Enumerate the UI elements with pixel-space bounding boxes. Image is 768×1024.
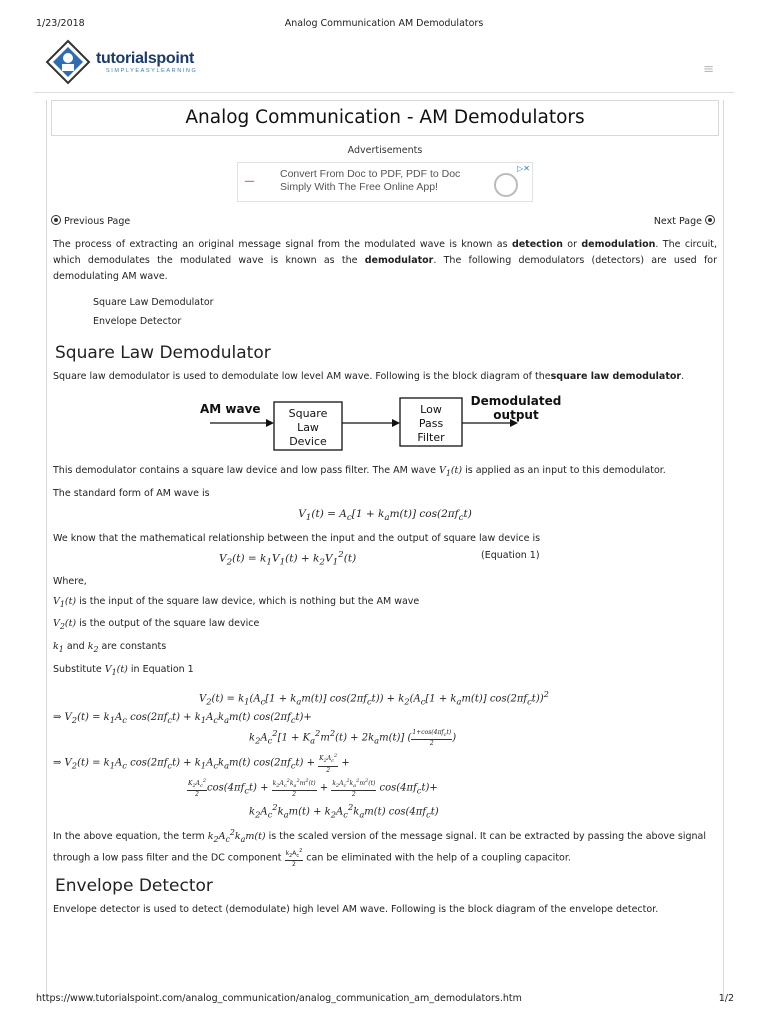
block1-line: Law [297, 421, 319, 434]
ad-line-2: Simply With The Free Online App! [280, 181, 438, 193]
demodulator-list [93, 293, 717, 331]
square-law-block-diagram [200, 393, 570, 459]
ad-line-1: Convert From Doc to PDF, PDF to Doc [280, 168, 461, 180]
list-item: Square Law Demodulator [93, 297, 214, 308]
substitute-text: Substitute $V_1(t)$ in Equation 1 [53, 664, 194, 678]
square-law-intro: Square law demodulator is used to demodulate low level AM wave. Following is the block diagram of thesquare law demodulator. [53, 371, 685, 382]
conclusion-paragraph: In the above equation, the term $k_2A_c^2k_am(t)$ is the scaled version of the message signal. It can be extracted by passing the above signal through a low pass filter and the DC component $\frac{k_2A_c^2}{2}$ can be eliminated with the help of a coupling capacitor. [53, 828, 706, 869]
site-header [34, 34, 734, 93]
section-heading-square-law: Square Law Demodulator [55, 343, 271, 363]
equation-expand-4: $\frac{K_2A_c^2}{2}$ $\cos(4\pi f_ct)$ + $\frac{k_2A_c^2k_a^2m^2(t)}{2}$ + $\frac{k_2A_c^2k_a^2m^2(t)}{2}$ $\cos(4\pi f_ct)+$ [188, 777, 438, 798]
ad-choices-icon[interactable]: ▷✕ [517, 164, 530, 173]
block1-line: Device [289, 435, 327, 448]
block2-line: Filter [417, 431, 445, 444]
block1-line: Square [288, 407, 328, 420]
diagram-input-label: AM wave [200, 402, 261, 416]
previous-page-link[interactable] [51, 215, 130, 227]
print-page-number: 1/2 [718, 993, 734, 1004]
equation-expand-5: $k_2A_c^2k_am(t) + k_2A_c^2k_am(t)$ $\cos(4\pi f_ct)$ [249, 801, 439, 820]
circle-left-icon [51, 215, 61, 225]
equation-1-label: (Equation 1) [481, 549, 540, 561]
ads-label: Advertisements [347, 145, 423, 156]
block2-line: Low [420, 403, 442, 416]
envelope-intro: Envelope detector is used to detect (demodulate) high level AM wave. Following is the block diagram of the envelope detector. [53, 904, 659, 916]
block2-line: Pass [418, 417, 444, 430]
main-content [46, 100, 724, 1000]
where-item-2: $V_2(t)$ is the output of the square law device [53, 618, 260, 632]
ad-loading-icon [494, 173, 518, 197]
where-item-1: $V_1(t)$ is the input of the square law device, which is nothing but the AM wave [53, 595, 420, 609]
circle-right-icon [705, 215, 715, 225]
next-page-label: Next Page [653, 216, 702, 227]
next-page-link[interactable] [654, 215, 715, 227]
logo-icon [44, 38, 92, 86]
standard-form-text: The standard form of AM wave is [53, 487, 210, 499]
print-title: Analog Communication AM Demodulators [284, 18, 484, 29]
site-logo[interactable] [44, 38, 224, 86]
section-heading-envelope: Envelope Detector [55, 876, 213, 897]
article-body [47, 237, 723, 918]
equation-expand-3: ⇒ $V_2(t) = k_1A_c$ $\cos(2\pi f_ct) + k_1A_ck_am(t) \cos(2\pi f_ct)$ + $\frac{K_2A_c^2}{2}$ + [53, 753, 350, 774]
diagram-output-line: Demodulated [470, 394, 562, 408]
equation-am-wave: $V_1(t) = A_c[1 + k_am(t)]$ $\cos(2\pi f_ct)$ [298, 507, 472, 523]
equation-expand-1: ⇒ $V_2(t) = k_1A_c$ $\cos(2\pi f_ct) + k_1A_ck_am(t)$ $\cos(2\pi f_ct)+$ [53, 712, 312, 726]
relationship-text: We know that the mathematical relationship between the input and the output of square law device is [53, 532, 541, 544]
print-date: 1/23/2018 [36, 18, 85, 29]
page-navigation [47, 215, 723, 233]
equation-expand-2: $k_2A_c^2[1 + K_a^2m^2(t) + 2k_am(t)]$ ( $\frac{1+\cos(4\pi f_ct)}{2}$ ) [249, 728, 457, 748]
math-inline: $V_1(t)$ [438, 465, 463, 478]
where-label: Where, [53, 575, 87, 587]
hamburger-menu-icon[interactable]: ≡ [703, 62, 714, 77]
logo-tagline: SIMPLYEASYLEARNING [106, 68, 198, 74]
previous-page-label: Previous Page [64, 216, 131, 227]
ad-banner[interactable] [237, 162, 533, 202]
square-law-description: This demodulator contains a square law device and low pass filter. The AM wave $V_1(t)$ is applied as an input to this demodulator. [53, 465, 666, 478]
logo-text: tutorialspoint [96, 50, 195, 67]
equation-substituted: $V_2(t) = k_1(A_c[1 + k_am(t)] \cos(2\pi f_ct)) + k_2(A_c[1 + k_am(t)]$ $\cos(2\pi f_ct))^2$ [199, 689, 549, 707]
print-url: https://www.tutorialspoint.com/analog_communication/analog_communication_am_demodulators.htm [36, 993, 522, 1004]
list-item: Envelope Detector [93, 316, 182, 327]
where-item-3: $k_1$ and $k_2$ are constants [53, 641, 167, 655]
diagram-output-line: output [493, 408, 539, 422]
ad-text [280, 168, 460, 194]
ad-logo: ━━━ [245, 179, 255, 185]
equation-1: $V_2(t) = k_1V_1(t) + k_2V_1^2(t)$ (Equation 1) [219, 549, 540, 568]
page-title: Analog Communication - AM Demodulators [51, 100, 719, 136]
intro-paragraph: The process of extracting an original message signal from the modulated wave is known as detection or demodulation. The circuit, which demodulates the modulated wave is known as the demodulator. The following demodulators (detectors) are used for demodulating AM wave. [53, 239, 718, 282]
